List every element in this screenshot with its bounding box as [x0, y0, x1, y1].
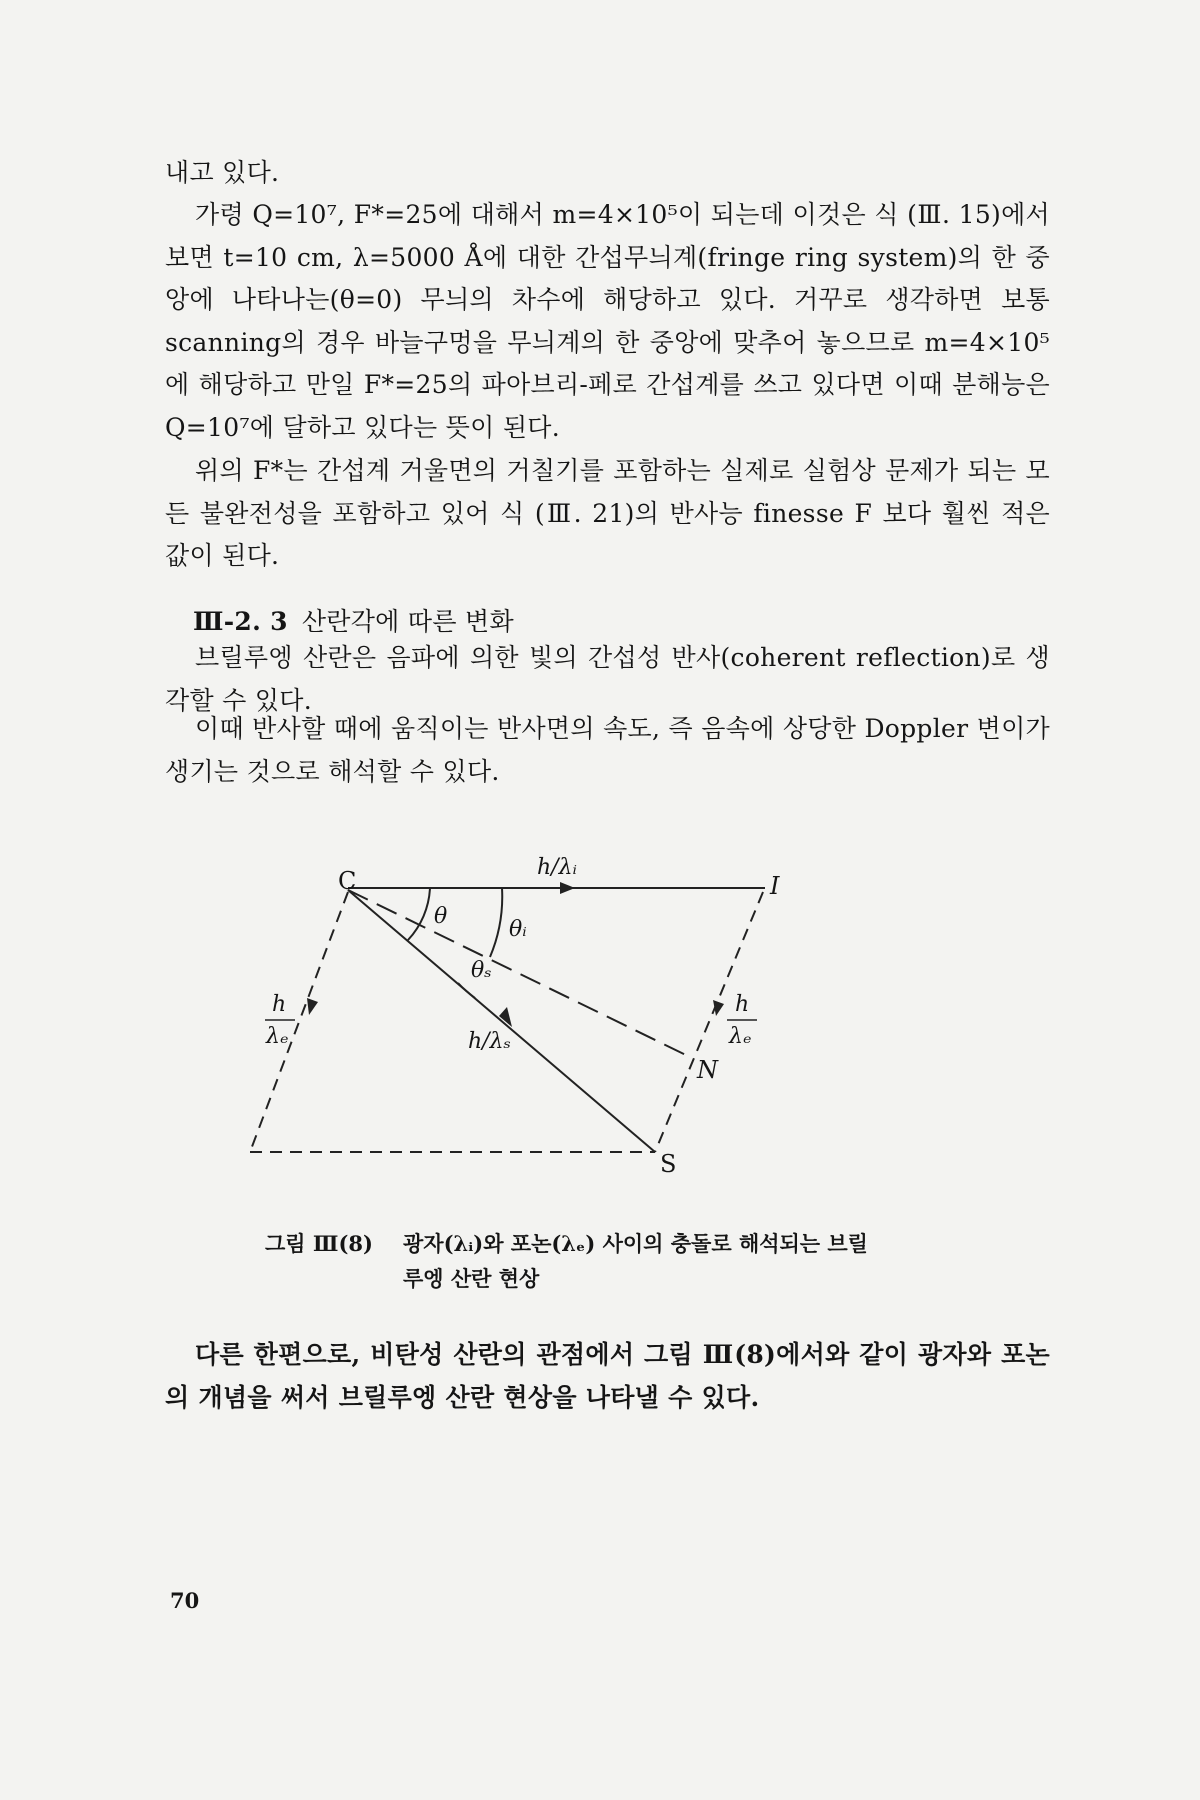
- section-number: Ⅲ-2. 3: [193, 607, 288, 636]
- scattered-vector-line: [348, 890, 655, 1152]
- paragraph-coherent-reflection: 브릴루엥 산란은 음파에 의한 빛의 간섭성 반사(coherent reflection)로 생각할 수 있다.: [165, 643, 1050, 715]
- label-theta-i: θᵢ: [509, 917, 527, 942]
- caption-line-1: 광자(λᵢ)와 포논(λₑ) 사이의 충돌로 해석되는 브릴: [403, 1231, 868, 1256]
- paragraph-finesse: 위의 F*는 간섭계 거울면의 거칠기를 포함하는 실제로 실험상 문제가 되는 모든 불완전성을 포함하고 있어 식 (Ⅲ. 21)의 반사능 finesse F 보다 훨씬 적은 값이 된다.: [165, 456, 1050, 570]
- paragraph-resolution-example: 가령 Q=10⁷, F*=25에 대해서 m=4×10⁵이 되는데 이것은 식 (Ⅲ. 15)에서 보면 t=10 cm, λ=5000 Å에 대한 간섭무늬계(fringe ring system)의 한 중앙에 나타나는(θ=0) 무늬의 차수에 해당하고 있다. 거꾸로 생각하면 보통 scanning의 경우 바늘구멍을 무늬계의 한 중앙에 맞추어 놓으므로 m=4×10⁵에 해당하고 만일 F*=25의 파아브리-페로 간섭계를 쓰고 있다면 이때 분해능은 Q=10⁷에 달하고 있다는 뜻이 된다.: [165, 200, 1050, 442]
- arrow-right-phonon: [713, 1000, 724, 1016]
- label-right-phonon-denominator: λₑ: [729, 1024, 752, 1049]
- arrow-incident: [560, 882, 575, 894]
- label-left-phonon-numerator: h: [272, 992, 287, 1017]
- label-n: N: [697, 1056, 718, 1084]
- arrow-left-phonon: [307, 998, 318, 1015]
- figure-caption: [265, 1226, 945, 1296]
- label-left-phonon-denominator: λₑ: [266, 1024, 289, 1049]
- page-number: 70: [170, 1588, 200, 1613]
- label-incident-vector: h/λᵢ: [537, 855, 577, 880]
- left-phonon-dashed-line: [250, 892, 348, 1152]
- bisector-dashed-line: [348, 890, 692, 1058]
- caption-label: 그림 Ⅲ(8): [265, 1231, 373, 1256]
- angle-arc-theta: [408, 888, 430, 940]
- label-theta-s: θₛ: [471, 958, 492, 983]
- section-heading: [193, 602, 514, 642]
- label-right-phonon-numerator: h: [735, 992, 750, 1017]
- section-title: 산란각에 따른 변화: [301, 607, 514, 636]
- arrow-scattered: [499, 1007, 512, 1027]
- caption-line-2: 루엥 산란 현상: [403, 1266, 540, 1291]
- label-s: S: [660, 1150, 677, 1178]
- label-theta: θ: [434, 904, 448, 929]
- angle-arc-theta-s: [458, 983, 475, 998]
- label-i: I: [770, 872, 780, 900]
- paragraph-continuation: 내고 있다.: [165, 158, 280, 187]
- right-phonon-dashed-line: [655, 892, 763, 1152]
- paragraph-closing: 다른 한편으로, 비탄성 산란의 관점에서 그림 Ⅲ(8)에서와 같이 광자와 포논의 개념을 써서 브릴루엥 산란 현상을 나타낼 수 있다.: [165, 1340, 1050, 1412]
- label-c: C: [338, 867, 357, 895]
- paragraph-doppler: 이때 반사할 때에 움직이는 반사면의 속도, 즉 음속에 상당한 Doppler 변이가 생기는 것으로 해석할 수 있다.: [165, 714, 1050, 786]
- label-scattered-vector: h/λₛ: [468, 1029, 511, 1054]
- angle-arc-theta-i: [490, 888, 502, 957]
